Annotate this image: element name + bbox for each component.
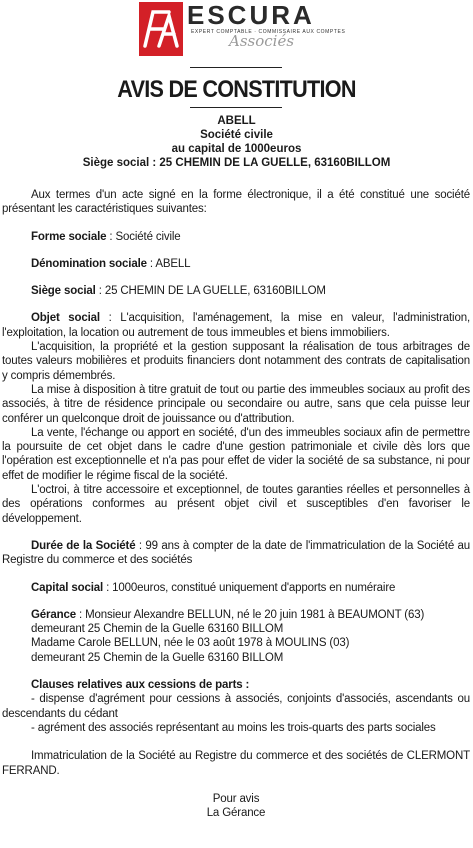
denomination-label: Dénomination sociale (31, 257, 147, 270)
gerance-label: Gérance (31, 608, 76, 621)
page-title: AVIS DE CONSTITUTION (117, 76, 356, 103)
company-name: ABELL (217, 115, 256, 127)
clauses-label: Clauses relatives aux cessions de parts : (31, 679, 250, 692)
capital-label: Capital social (31, 581, 104, 594)
company-seat: Siège social : 25 CHEMIN DE LA GUELLE, 63160BILLOM (82, 157, 391, 169)
objet-p5: L'octroi, à titre accessoire et exceptionnel, de toutes garanties réelles et personnelles à des opérations conformes au présent objet civil et susceptibles d'en favoriser le développement. (2, 484, 470, 525)
objet-p2: L'acquisition, la propriété et la gestion supposant la réalisation de tous arbitrages de toutes valeurs mobilières et produits financiers dont notamment des contrats de capitalisation y compris démembrés. (2, 341, 470, 382)
title-rule-top (190, 67, 282, 68)
siege-value: : 25 CHEMIN DE LA GUELLE, 63160BILLOM (95, 285, 326, 298)
gerance-line2: demeurant 25 Chemin de la Guelle 63160 BILLOM (31, 623, 284, 636)
company-header (0, 114, 473, 170)
objet-social (2, 311, 470, 340)
capital-value: : 1000euros, constitué uniquement d'apports en numéraire (103, 581, 396, 594)
brand-name: ESCURA (187, 0, 315, 30)
notice-body (2, 188, 470, 820)
gerance-line1: : Monsieur Alexandre BELLUN, né le 20 juin 1981 à BEAUMONT (63) (75, 608, 425, 621)
gerance (2, 608, 470, 622)
immatriculation-paragraph: Immatriculation de la Société au Registre du commerce et des sociétés de CLERMONT FERRAND. (2, 750, 470, 777)
forme-label: Forme sociale (31, 230, 107, 243)
denomination-value: : ABELL (146, 257, 191, 270)
gerance-line4: demeurant 25 Chemin de la Guelle 63160 BILLOM (31, 651, 284, 664)
company-form: Société civile (200, 129, 273, 141)
escura-logo (139, 0, 346, 58)
forme-value: : Société civile (106, 230, 181, 243)
objet-p4: La vente, l'échange ou apport en société, d'un des immeubles sociaux afin de permettre la poursuite de cet objet dans le cadre d'une gestion patrimoniale et civile dès lors que l'opération est exceptionnelle et n'a pas pour effet de vider la société de sa substance, ni pour effet de modifier le régime fiscal de la société. (2, 426, 470, 482)
title-rule-bottom (190, 107, 282, 108)
clauses-heading (2, 678, 470, 692)
company-capital: au capital de 1000euros (171, 143, 302, 155)
duree-label: Durée de la Société (31, 539, 136, 552)
clauses-item2: - agrément des associés représentant au moins les trois-quarts des parts sociales (31, 721, 436, 734)
duree-value: : 99 ans à compter de la date de l'immatriculation de la Société au Registre du commerce et des sociétés (2, 539, 470, 567)
clauses-item1: - dispense d'agrément pour cessions à associés, conjoints d'associés, ascendants ou descendants du cédant (2, 693, 470, 720)
forme-sociale (2, 230, 470, 244)
siege-label: Siège social (31, 285, 96, 298)
objet-label: Objet social (31, 312, 100, 325)
brand-script: Associés (229, 32, 295, 50)
footer-pour-avis: Pour avis (212, 792, 260, 805)
capital-social (2, 581, 470, 595)
objet-p1: : L'acquisition, l'aménagement, la mise en valeur, l'administration, l'exploitation, la location ou autrement de tous immeubles et biens immobiliers. (2, 312, 471, 339)
duree-societe (2, 539, 470, 568)
gerance-line3: Madame Carole BELLUN, née le 03 août 1978 à MOULINS (03) (31, 637, 350, 650)
escura-monogram-icon (139, 2, 183, 56)
denomination-sociale (2, 257, 470, 271)
objet-p3: La mise à disposition à titre gratuit de tout ou partie des immeubles sociaux au profit des associés, à titre de résidence principale ou secondaire ou autre, sans que cela puisse leur conférer un quelconque droit de jouissance ou d'attribution. (2, 383, 470, 425)
footer-gerance: La Gérance (206, 807, 266, 820)
brand-tagline: EXPERT COMPTABLE · COMMISSAIRE AUX COMPTES (191, 29, 346, 35)
siege-social (2, 284, 470, 298)
intro-paragraph: Aux termes d'un acte signé en la forme électronique, il a été constitué une société présentant les caractéristiques suivantes: (2, 189, 470, 216)
